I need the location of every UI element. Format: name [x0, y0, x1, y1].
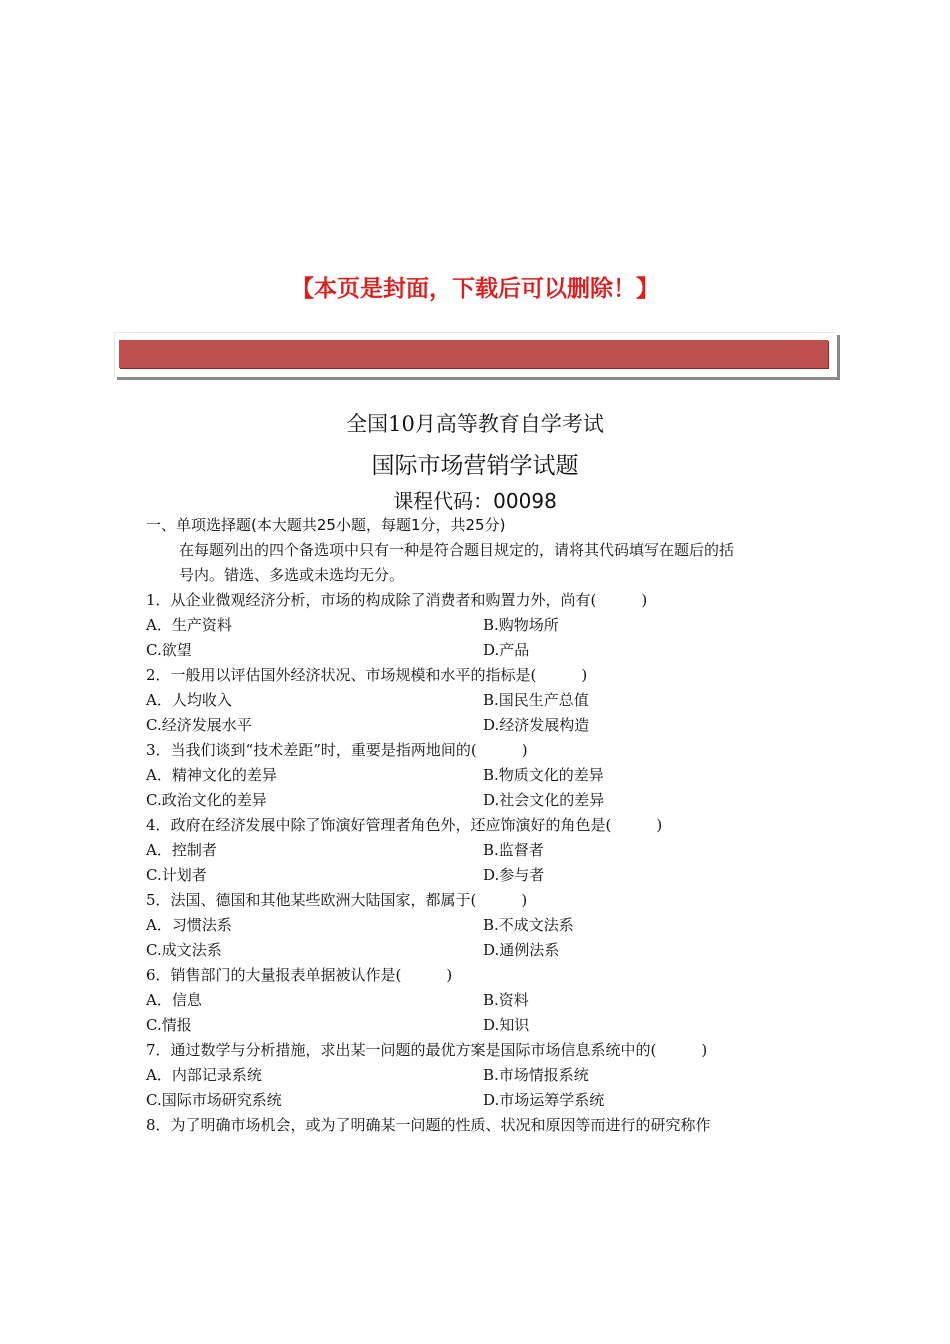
- option-c: C.欲望: [146, 641, 192, 659]
- option-d: D.市场运筹学系统: [483, 1091, 605, 1109]
- option-d: D.产品: [483, 641, 530, 659]
- option-a: A．信息: [146, 991, 202, 1009]
- option-d: D.知识: [483, 1016, 530, 1034]
- cover-note: 【本页是封面，下载后可以删除！】: [291, 276, 659, 302]
- option-c: C.计划者: [146, 866, 207, 884]
- option-c: C.经济发展水平: [146, 716, 252, 734]
- option-a: A．习惯法系: [146, 916, 232, 934]
- question-stem: 6．销售部门的大量报表单据被认作是( ): [146, 966, 453, 984]
- option-d: D.社会文化的差异: [483, 791, 605, 809]
- option-b: B.资料: [483, 991, 529, 1009]
- section-heading: 一、单项选择题(本大题共25小题，每题1分，共25分): [146, 516, 506, 534]
- course-code: 课程代码：00098: [393, 489, 557, 513]
- option-a: A．人均收入: [146, 691, 232, 709]
- option-a: A．生产资料: [146, 616, 232, 634]
- option-a: A．控制者: [146, 841, 217, 859]
- option-c: C.国际市场研究系统: [146, 1091, 282, 1109]
- question-stem: 7．通过数学与分析措施，求出某一问题的最优方案是国际市场信息系统中的( ): [146, 1041, 708, 1059]
- option-d: D.通例法系: [483, 941, 560, 959]
- option-b: B.物质文化的差异: [483, 766, 604, 784]
- question-stem: 2．一般用以评估国外经济状况、市场规模和水平的指标是( ): [146, 666, 588, 684]
- option-b: B.不成文法系: [483, 916, 574, 934]
- exam-title: 全国10月高等教育自学考试: [346, 412, 604, 436]
- section-instruction-line-2: 号内。错选、多选或未选均无分。: [179, 566, 405, 584]
- question-stem: 8．为了明确市场机会，或为了明确某一问题的性质、状况和原因等而进行的研究称作: [146, 1116, 711, 1134]
- option-a: A．精神文化的差异: [146, 766, 277, 784]
- paper-title: 国际市场营销学试题: [371, 453, 579, 479]
- question-stem: 1．从企业微观经济分析，市场的构成除了消费者和购置力外，尚有( ): [146, 591, 648, 609]
- option-a: A．内部记录系统: [146, 1066, 262, 1084]
- question-stem: 4．政府在经济发展中除了饰演好管理者角色外，还应饰演好的角色是( ): [146, 816, 663, 834]
- option-d: D.参与者: [483, 866, 545, 884]
- question-stem: 5．法国、德国和其他某些欧洲大陆国家，都属于( ): [146, 891, 528, 909]
- option-b: B.监督者: [483, 841, 544, 859]
- section-instruction-line-1: 在每题列出的四个备选项中只有一种是符合题目规定的，请将其代码填写在题后的括: [179, 541, 735, 559]
- option-b: B.市场情报系统: [483, 1066, 589, 1084]
- option-b: B.购物场所: [483, 616, 559, 634]
- option-c: C.情报: [146, 1016, 192, 1034]
- option-d: D.经济发展构造: [483, 716, 590, 734]
- option-c: C.成文法系: [146, 941, 222, 959]
- banner-bar: [119, 340, 828, 368]
- question-stem: 3．当我们谈到“技术差距”时，重要是指两地间的( ): [146, 741, 528, 759]
- option-b: B.国民生产总值: [483, 691, 589, 709]
- option-c: C.政治文化的差异: [146, 791, 267, 809]
